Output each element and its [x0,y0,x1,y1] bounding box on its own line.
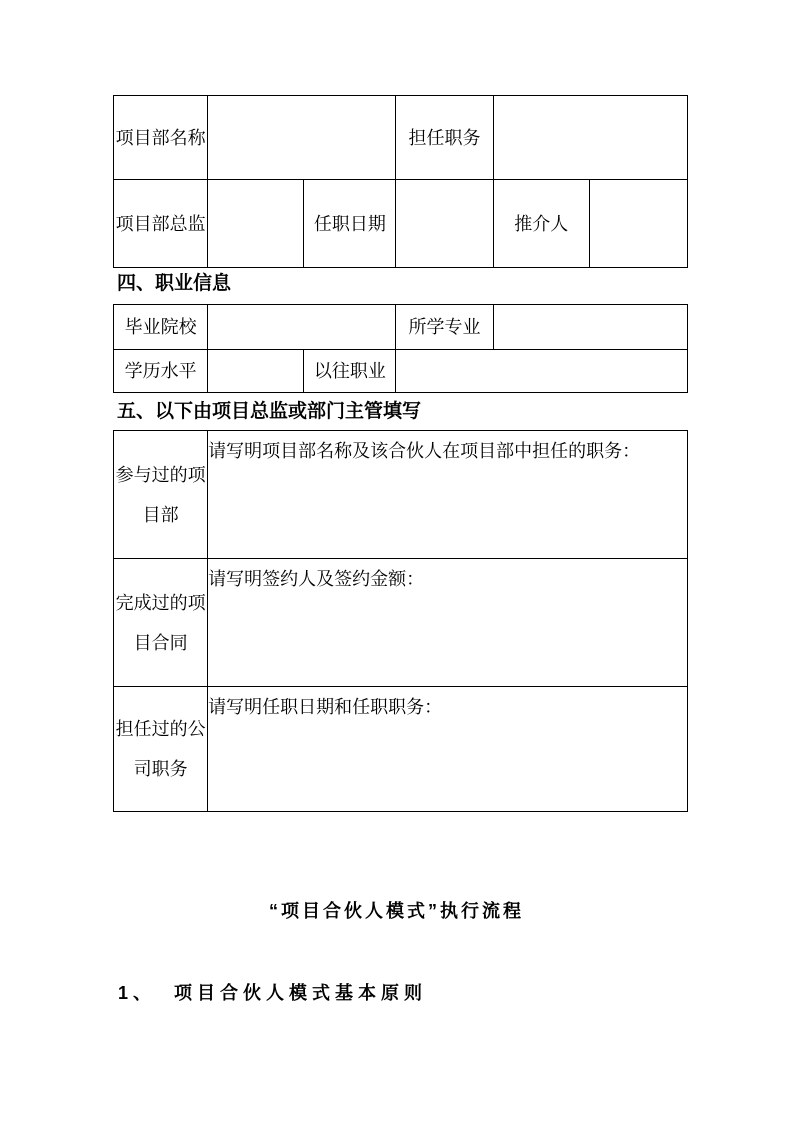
start-date-label: 任职日期 [304,180,396,268]
education-label: 学历水平 [114,350,208,393]
table-row [114,180,688,268]
project-info-table [113,95,688,268]
section-heading-occupation: 四、职业信息 [117,273,232,294]
prev-job-value-cell[interactable] [396,350,688,393]
table-row [114,96,688,180]
table-row [114,350,688,393]
school-value-cell[interactable] [208,305,396,350]
dept-name-value-cell[interactable] [208,96,396,180]
position-label: 担任职务 [396,96,493,180]
participated-depts-label: 参与过的项目部 [114,431,208,559]
completed-contracts-label: 完成过的项目合同 [114,559,208,687]
table-row [114,687,688,812]
item-number: 1、 [118,983,157,1003]
start-date-value-cell[interactable] [396,180,493,268]
table-row [114,305,688,350]
prev-job-label: 以往职业 [304,350,396,393]
referrer-value-cell[interactable] [589,180,687,268]
dept-name-label: 项目部名称 [114,96,208,180]
position-value-cell[interactable] [493,96,687,180]
school-label: 毕业院校 [114,305,208,350]
director-value-cell[interactable] [208,180,304,268]
held-positions-label: 担任过的公司职务 [114,687,208,812]
held-positions-content-cell[interactable]: 请写明任职日期和任职职务： [208,687,688,812]
item-title: 项目合伙人模式基本原则 [174,983,428,1003]
director-label: 项目部总监 [114,180,208,268]
section-heading-manager: 五、以下由项目总监或部门主管填写 [117,401,422,422]
completed-contracts-content-cell[interactable]: 请写明签约人及签约金额： [208,559,688,687]
referrer-label: 推介人 [493,180,589,268]
participated-depts-content-cell[interactable]: 请写明项目部名称及该合伙人在项目部中担任的职务： [208,431,688,559]
basic-principles-heading [118,979,427,1007]
table-row [114,559,688,687]
occupation-info-table [113,304,688,393]
table-row [114,431,688,559]
manager-fill-table [113,430,688,812]
major-value-cell[interactable] [493,305,687,350]
education-value-cell[interactable] [208,350,304,393]
major-label: 所学专业 [396,305,493,350]
execution-process-title: “项目合伙人模式”执行流程 [269,901,524,921]
